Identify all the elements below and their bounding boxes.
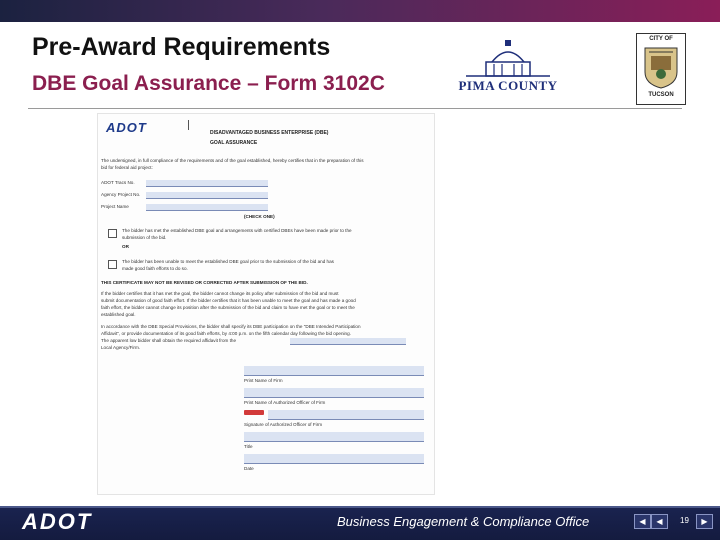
firm-name-field <box>244 366 424 376</box>
date-field <box>244 454 424 464</box>
document-title: DISADVANTAGED BUSINESS ENTERPRISE (DBE) <box>210 130 329 136</box>
field-label: ADOT Tracs No. <box>101 180 135 185</box>
pima-county-label: PIMA COUNTY <box>458 78 558 93</box>
option-2-line: The bidder has been unable to meet the established DBE goal prior to the submission of the bid and has <box>122 259 334 264</box>
first-slide-button[interactable]: ◀ <box>634 514 651 529</box>
option-1-line: The bidder has met the established DBE goal and arrangements with certified DBEs have been made prior to the <box>122 228 352 233</box>
document-adot-logo: ADOT <box>106 120 147 135</box>
signature-label: Print Name of Authorized Officer of Firm <box>244 400 326 405</box>
signature-field <box>268 410 424 420</box>
option-2-line: made good faith efforts to do so. <box>122 266 188 271</box>
city-seal-bottom-text: TUCSON <box>648 92 674 98</box>
previous-slide-button[interactable]: ◀ <box>651 514 668 529</box>
paragraph-2-line: The apparent low bidder shall obtain the required affidavit from the <box>101 338 237 343</box>
courthouse-dome-icon <box>456 38 560 78</box>
officer-name-field <box>244 388 424 398</box>
paragraph-2-line: Local Agency/Firm. <box>101 345 141 350</box>
signature-label: Title <box>244 444 253 449</box>
signature-label: Print Name of Firm <box>244 378 283 383</box>
page-number: 19 <box>680 516 689 525</box>
slide-title: Pre-Award Requirements <box>32 33 331 61</box>
next-slide-button[interactable]: ▶ <box>696 514 713 529</box>
header-divider <box>28 108 682 109</box>
tracs-number-field <box>146 180 268 187</box>
document-logo-divider <box>188 120 189 130</box>
footer-bar <box>0 506 720 540</box>
footer-adot-logo: ADOT <box>22 509 93 534</box>
paragraph-2-line: In accordance with the DBE Special Provisions, the bidder shall specify its DBE participation on the "DBE Intended Participation <box>101 324 361 329</box>
good-faith-checkbox <box>108 260 117 269</box>
project-name-field <box>146 204 268 211</box>
paragraph-1-line: If the bidder certifies that it has met the goal, the bidder cannot change its policy after submission of the bid and must <box>101 291 339 296</box>
field-label: Project Name <box>101 204 129 209</box>
goal-met-checkbox <box>108 229 117 238</box>
warning-text: THIS CERTIFICATE MAY NOT BE REVISED OR CORRECTED AFTER SUBMISSION OF THE BID. <box>101 280 308 285</box>
city-seal-icon <box>642 44 680 90</box>
slide-subtitle: DBE Goal Assurance – Form 3102C <box>32 72 385 95</box>
city-seal-top-text: CITY OF <box>649 36 673 42</box>
paragraph-1-line: faith effort, the bidder cannot change its position after the submission of the bid and claim to have met the goal or to meet the <box>101 305 355 310</box>
paragraph-1-line: submit documentation of good faith effort. If the bidder certifies that it has been unable to meet the goal and has made a good <box>101 298 356 303</box>
pima-county-logo <box>456 38 560 96</box>
footer-highlight <box>0 506 720 508</box>
paragraph-2-line: Affidavit", or provide documentation of its good faith efforts, by 4:00 p.m. on the fifth calendar day following the bid opening. <box>101 331 351 336</box>
paragraph-1-line: established goal. <box>101 312 136 317</box>
local-agency-field <box>290 338 406 345</box>
or-label: OR <box>122 244 129 249</box>
option-1-line: submission of the bid. <box>122 235 167 240</box>
sign-here-flag <box>244 410 264 415</box>
check-one-label: (CHECK ONE) <box>244 214 275 219</box>
signature-label: Date <box>244 466 254 471</box>
title-field <box>244 432 424 442</box>
form-3102c-image <box>97 113 435 495</box>
agency-project-field <box>146 192 268 199</box>
signature-label: Signature of Authorized Officer of Firm <box>244 422 323 427</box>
field-label: Agency Project No. <box>101 192 141 197</box>
city-of-tucson-seal <box>636 33 686 105</box>
top-accent-bar <box>0 0 720 22</box>
intro-line: bid for federal aid project: <box>101 165 153 170</box>
intro-line: The undersigned, in full compliance of the requirements and of the goal established, hereby certifies that in the preparation of this <box>101 158 364 163</box>
document-subtitle: GOAL ASSURANCE <box>210 140 258 146</box>
footer-office-name: Business Engagement & Compliance Office <box>337 514 590 529</box>
